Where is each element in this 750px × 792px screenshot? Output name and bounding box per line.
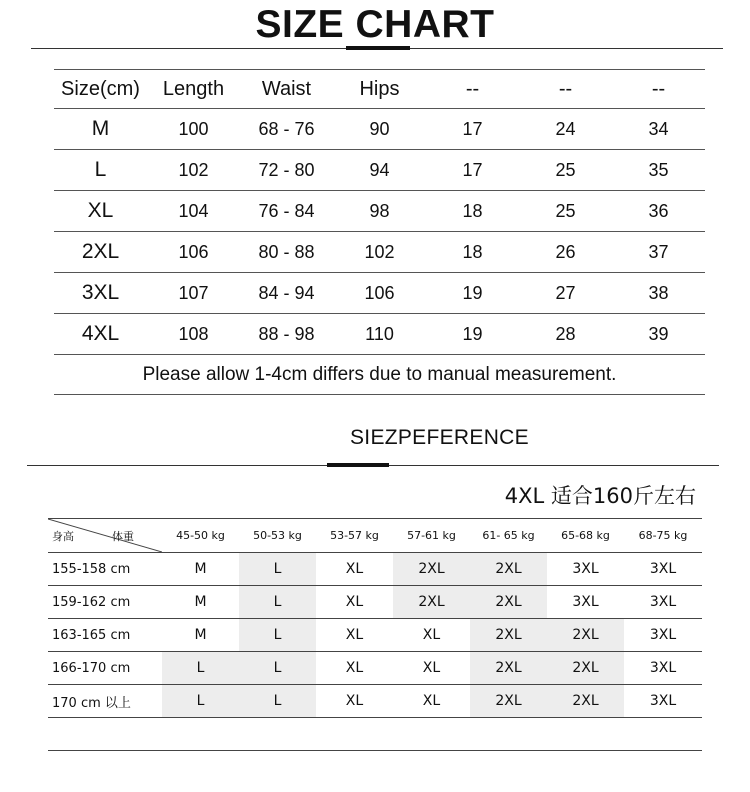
recommended-size: L [239,652,316,685]
reference-row [48,652,702,685]
size-cell: 72 - 80 [240,150,333,191]
reference-blank-row [48,718,702,751]
reference-header-row [48,519,702,553]
recommended-size: XL [316,553,393,586]
recommended-size: 3XL [624,586,702,619]
blank-row [48,718,702,751]
height-axis-label: 身高 [52,530,74,543]
height-range: 155-158 cm [48,553,162,586]
recommended-size: XL [316,586,393,619]
size-cell: 17 [426,109,519,150]
size-cell: 25 [519,150,612,191]
size-cell: 106 [333,273,426,314]
weight-header: 61- 65 kg [470,519,547,553]
recommended-size: L [239,553,316,586]
size-label: 4XL [54,314,147,355]
size-cell: 108 [147,314,240,355]
size-cell: 102 [147,150,240,191]
size-table-header: Length [147,70,240,109]
size-cell: 28 [519,314,612,355]
size-cell: 88 - 98 [240,314,333,355]
size-table-row [54,150,705,191]
weight-header: 45-50 kg [162,519,239,553]
size-label: 3XL [54,273,147,314]
size-cell: 34 [612,109,705,150]
size-cell: 68 - 76 [240,109,333,150]
weight-header: 68-75 kg [624,519,702,553]
recommended-size: XL [316,685,393,718]
size-table-row [54,314,705,355]
height-range: 166-170 cm [48,652,162,685]
recommended-size: 2XL [547,619,624,652]
size-cell: 98 [333,191,426,232]
size-cell: 18 [426,232,519,273]
weight-header: 57-61 kg [393,519,470,553]
size-cell: 17 [426,150,519,191]
size-cell: 19 [426,314,519,355]
size-cell: 107 [147,273,240,314]
size-table-header-row [54,70,705,109]
size-cell: 38 [612,273,705,314]
recommended-size: 3XL [624,619,702,652]
size-reference-title: SIEZPEFERENCE [350,426,529,449]
recommended-size: XL [316,652,393,685]
size-cell: 100 [147,109,240,150]
recommended-size: XL [393,685,470,718]
size-reference-table [48,518,702,751]
recommended-size: L [239,685,316,718]
title-divider-accent [346,46,410,50]
size-table-row [54,191,705,232]
recommended-size: L [239,619,316,652]
size-cell: 104 [147,191,240,232]
reference-row [48,586,702,619]
recommended-size: 2XL [470,652,547,685]
size-table-row [54,232,705,273]
measurement-note: Please allow 1-4cm differs due to manual measurement. [54,355,705,395]
size-cell: 106 [147,232,240,273]
reference-divider-accent [327,463,389,467]
recommended-size: 3XL [547,586,624,619]
weight-axis-label: 体重 [112,530,134,543]
recommended-size: 2XL [470,586,547,619]
size-cell: 27 [519,273,612,314]
recommended-size: 2XL [470,619,547,652]
size-cell: 25 [519,191,612,232]
size-cell: 24 [519,109,612,150]
size-cell: 110 [333,314,426,355]
weight-header: 50-53 kg [239,519,316,553]
recommended-size: M [162,619,239,652]
size-cell: 26 [519,232,612,273]
size-cell: 37 [612,232,705,273]
reference-row [48,619,702,652]
size-table-header: Waist [240,70,333,109]
size-cell: 84 - 94 [240,273,333,314]
size-label: 2XL [54,232,147,273]
recommended-size: XL [393,652,470,685]
size-table-header: -- [612,70,705,109]
size-chart-title: SIZE CHART [255,3,495,46]
size-cell: 19 [426,273,519,314]
size-cell: 36 [612,191,705,232]
recommended-size: XL [316,619,393,652]
size-table-header: Size(cm) [54,70,147,109]
size-cell: 18 [426,191,519,232]
recommended-size: 2XL [393,553,470,586]
size-table-note-row [54,355,705,395]
size-table-header: Hips [333,70,426,109]
reference-row [48,553,702,586]
size-table [54,70,705,395]
recommended-size: M [162,586,239,619]
reference-row [48,685,702,718]
weight-header: 65-68 kg [547,519,624,553]
recommended-size: XL [393,619,470,652]
recommended-size: L [239,586,316,619]
recommended-size: M [162,553,239,586]
size-cell: 76 - 84 [240,191,333,232]
size-cell: 39 [612,314,705,355]
size-cell: 35 [612,150,705,191]
recommended-size: 2XL [470,553,547,586]
recommended-size: 2XL [547,652,624,685]
fit-note: 4XL 适合160斤左右 [504,484,696,508]
recommended-size: 2XL [547,685,624,718]
recommended-size: 3XL [547,553,624,586]
reference-corner-cell [48,519,162,553]
recommended-size: L [162,685,239,718]
size-label: XL [54,191,147,232]
height-range: 170 cm 以上 [48,685,162,718]
recommended-size: 2XL [470,685,547,718]
size-cell: 80 - 88 [240,232,333,273]
size-table-header: -- [426,70,519,109]
size-cell: 102 [333,232,426,273]
recommended-size: 3XL [624,685,702,718]
size-cell: 94 [333,150,426,191]
size-label: M [54,109,147,150]
size-table-row [54,273,705,314]
weight-header: 53-57 kg [316,519,393,553]
size-table-row [54,109,705,150]
height-range: 163-165 cm [48,619,162,652]
size-table-header: -- [519,70,612,109]
recommended-size: 3XL [624,553,702,586]
recommended-size: 3XL [624,652,702,685]
height-range: 159-162 cm [48,586,162,619]
recommended-size: 2XL [393,586,470,619]
size-label: L [54,150,147,191]
recommended-size: L [162,652,239,685]
size-cell: 90 [333,109,426,150]
